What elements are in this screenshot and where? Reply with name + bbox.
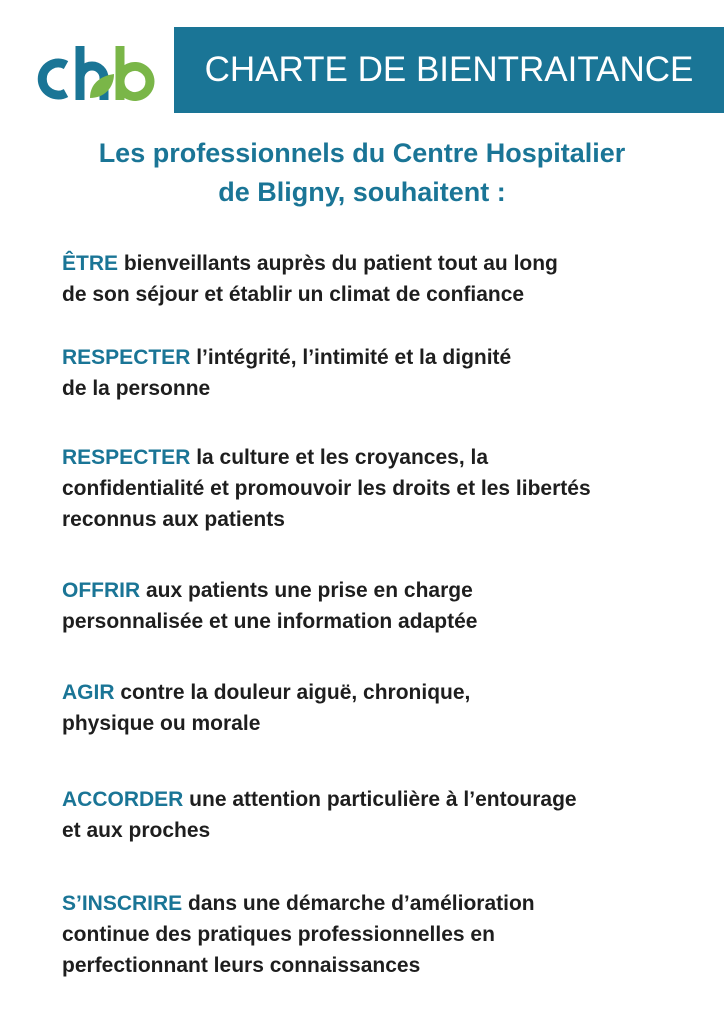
title-banner bbox=[174, 27, 724, 113]
item-text: de la personne bbox=[62, 377, 211, 400]
item-text: de son séjour et établir un climat de confiance bbox=[62, 283, 525, 306]
item-text: bienveillants auprès du patient tout au long bbox=[118, 252, 558, 275]
intro-heading bbox=[0, 134, 724, 212]
item-text: personnalisée et une information adaptée bbox=[62, 610, 478, 633]
charter-item-accorder bbox=[62, 784, 702, 846]
item-keyword: RESPECTER bbox=[62, 346, 191, 369]
item-text: reconnus aux patients bbox=[62, 508, 285, 531]
item-text: aux patients une prise en charge bbox=[140, 579, 473, 602]
item-keyword: OFFRIR bbox=[62, 579, 141, 602]
charter-item-offrir bbox=[62, 575, 702, 637]
item-text: physique ou morale bbox=[62, 712, 261, 735]
item-text: la culture et les croyances, la bbox=[190, 446, 489, 469]
item-text: perfectionnant leurs connaissances bbox=[62, 954, 421, 977]
item-keyword: AGIR bbox=[62, 681, 115, 704]
item-text: et aux proches bbox=[62, 819, 211, 842]
chb-logo bbox=[30, 40, 158, 106]
item-keyword: ÊTRE bbox=[62, 252, 119, 275]
charter-item-respecter-integrite bbox=[62, 342, 702, 404]
item-keyword: S’INSCRIRE bbox=[62, 892, 183, 915]
item-text: contre la douleur aiguë, chronique, bbox=[114, 681, 471, 704]
logo-letter-b bbox=[120, 46, 150, 100]
item-text: l’intégrité, l’intimité et la dignité bbox=[190, 346, 512, 369]
item-text: confidentialité et promouvoir les droits et les libertés bbox=[62, 477, 591, 500]
charter-item-respecter-culture bbox=[62, 442, 702, 535]
item-keyword: ACCORDER bbox=[62, 788, 184, 811]
item-text: une attention particulière à l’entourage bbox=[183, 788, 577, 811]
charter-item-etre bbox=[62, 248, 702, 310]
charter-item-sinscrire bbox=[62, 888, 702, 981]
charter-item-agir bbox=[62, 677, 702, 739]
intro-line-1: Les professionnels du Centre Hospitalier bbox=[98, 138, 626, 168]
item-text: dans une démarche d’amélioration bbox=[182, 892, 535, 915]
item-text: continue des pratiques professionnelles en bbox=[62, 923, 495, 946]
logo-letter-c bbox=[42, 63, 66, 95]
page-title: CHARTE DE BIENTRAITANCE bbox=[204, 50, 694, 89]
item-keyword: RESPECTER bbox=[62, 446, 191, 469]
intro-line-2: de Bligny, souhaitent : bbox=[218, 177, 506, 207]
